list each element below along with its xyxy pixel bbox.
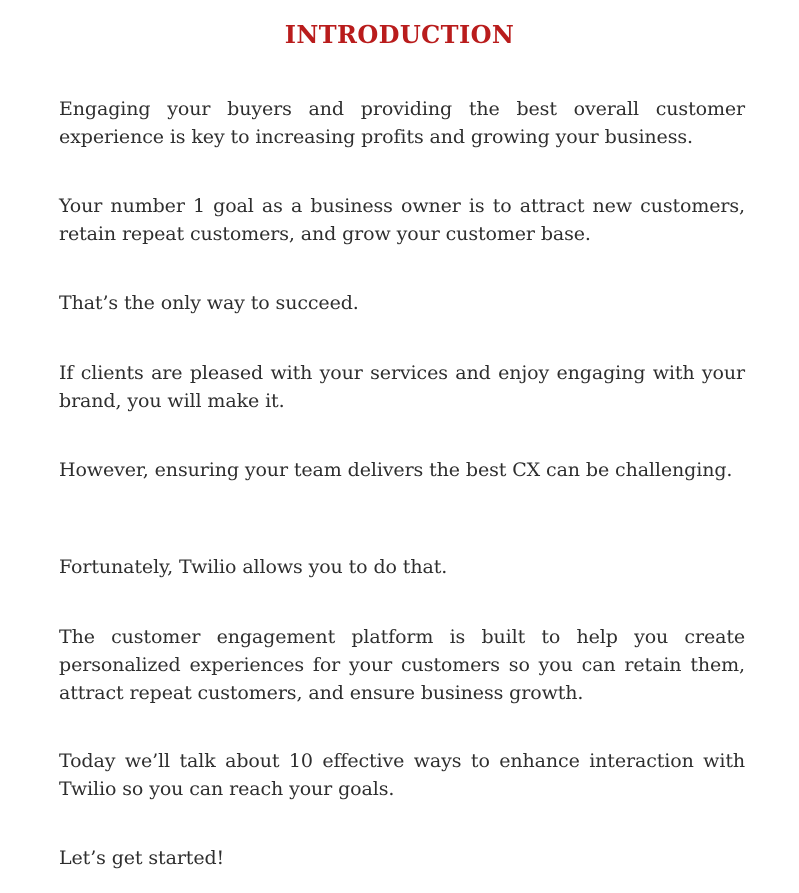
intro-paragraph-8: Today we’ll talk about 10 effective ways to enhance interaction with Twilio so you can reach your goals. — [59, 750, 745, 800]
intro-paragraph-9: Let’s get started! — [59, 847, 225, 869]
intro-paragraph-1: Engaging your buyers and providing the best overall customer experience is key to increasing profits and growing your business. — [59, 98, 745, 148]
intro-paragraph-4: If clients are pleased with your services and enjoy engaging with your brand, you will make it. — [59, 362, 745, 412]
intro-paragraph-6: Fortunately, Twilio allows you to do that. — [59, 556, 448, 578]
intro-paragraph-5: However, ensuring your team delivers the best CX can be challenging. — [59, 459, 733, 481]
intro-paragraph-7: The customer engagement platform is built to help you create personalized experiences for your customers so you can retain them, attract repeat customers, and ensure business growth. — [59, 626, 745, 704]
intro-paragraph-3: That’s the only way to succeed. — [59, 292, 359, 314]
page-title: INTRODUCTION — [284, 20, 515, 49]
intro-paragraph-2: Your number 1 goal as a business owner is to attract new customers, retain repeat customers, and grow your customer base. — [59, 195, 745, 245]
